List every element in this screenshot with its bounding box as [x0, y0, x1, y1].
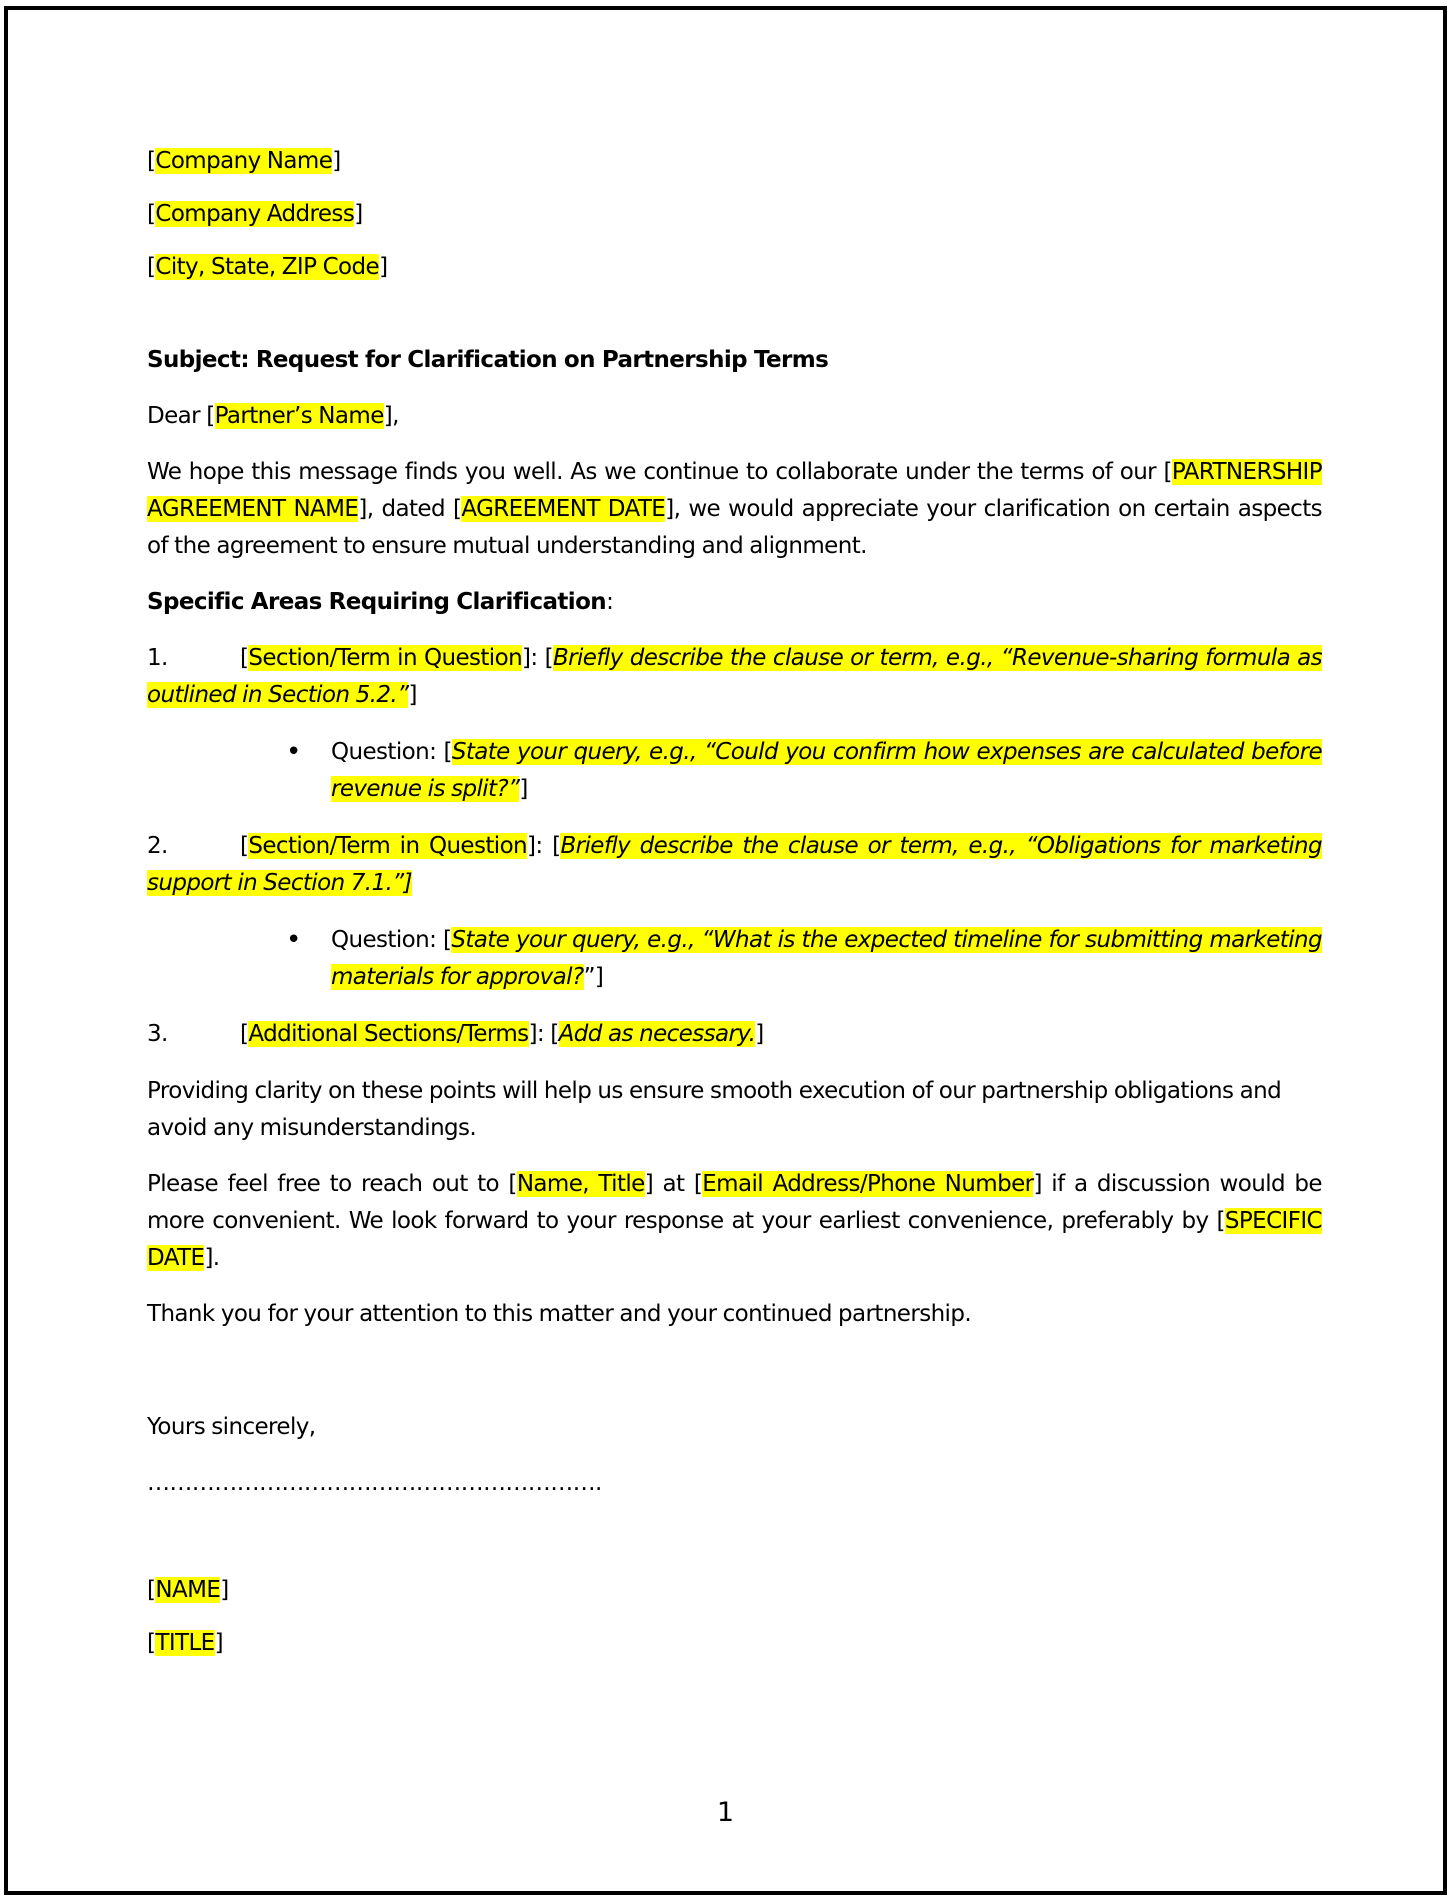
- question-placeholder: State your query, e.g., “What is the expected timeline for submitting marketing materials for approval?: [331, 927, 1322, 990]
- item-number: 3.: [147, 1021, 168, 1047]
- page-number: 1: [716, 1797, 735, 1828]
- signer-name-placeholder: NAME: [155, 1577, 221, 1603]
- closing-line: Yours sincerely,: [147, 1414, 316, 1440]
- city-state-zip-line: [City, State, ZIP Code]: [147, 254, 388, 280]
- company-name-line: [Company Name]: [147, 148, 341, 174]
- clarification-item-1: 1. [Section/Term in Question]: [Briefly describe the clause or term, e.g., “Revenue-sharing formula as outlined in Section 5.2.”]: [147, 640, 1322, 714]
- signature-line: …………………………………………………….: [147, 1470, 602, 1496]
- email-phone-placeholder: Email Address/Phone Number: [702, 1171, 1034, 1197]
- signer-title-placeholder: TITLE: [155, 1630, 215, 1656]
- company-address-line: [Company Address]: [147, 201, 363, 227]
- clarity-paragraph: Providing clarity on these points will help us ensure smooth execution of our partnership obligations and avoid any misunderstandings.: [147, 1078, 1282, 1141]
- clarification-item-3: 3. [Additional Sections/Terms]: [Add as necessary.]: [147, 1016, 1322, 1053]
- contact-paragraph: Please feel free to reach out to [Name, Title] at [Email Address/Phone Number] if a discussion would be more convenient. We look forward to your response at your earliest convenience, preferably by [SPECIFIC DATE].: [147, 1171, 1322, 1271]
- bullet-icon: •: [286, 925, 301, 955]
- company-address-placeholder: Company Address: [155, 201, 355, 227]
- signer-name-line: [NAME]: [147, 1577, 229, 1603]
- intro-paragraph: We hope this message finds you well. As we continue to collaborate under the terms of our [PARTNERSHIP AGREEMENT NAME], dated [AGREEMENT DATE], we would appreciate your clarification on certain aspects of the agreement to ensure mutual understanding and alignment.: [147, 459, 1323, 559]
- city-state-zip-placeholder: City, State, ZIP Code: [155, 254, 380, 280]
- agreement-date-placeholder: AGREEMENT DATE: [461, 496, 666, 522]
- description-placeholder: Briefly describe the clause or term, e.g., “Obligations for marketing support in Section 7.1.”]: [147, 833, 1323, 896]
- specific-date-placeholder: SPECIFIC DATE: [147, 1208, 1322, 1271]
- section-placeholder: Additional Sections/Terms: [248, 1021, 529, 1047]
- question-bullet-1: • Question: [State your query, e.g., “Could you confirm how expenses are calculated before revenue is split?”]: [286, 734, 1322, 808]
- clarification-item-2: 2. [Section/Term in Question]: [Briefly describe the clause or term, e.g., “Obligations for marketing support in Section 7.1.”]: [147, 828, 1322, 902]
- document-page: [4, 6, 1447, 1895]
- signer-title-line: [TITLE]: [147, 1630, 223, 1656]
- section-placeholder: Section/Term in Question: [248, 833, 528, 859]
- description-placeholder: Add as necessary.: [558, 1021, 756, 1047]
- areas-heading: Specific Areas Requiring Clarification:: [147, 589, 614, 615]
- question-placeholder: State your query, e.g., “Could you confirm how expenses are calculated before revenue is split?”: [331, 739, 1322, 802]
- partner-name-placeholder: Partner’s Name: [214, 403, 384, 429]
- agreement-name-placeholder: PARTNERSHIP AGREEMENT NAME: [147, 459, 1322, 522]
- company-name-placeholder: Company Name: [155, 148, 333, 174]
- description-placeholder: Briefly describe the clause or term, e.g., “Revenue-sharing formula as outlined in Section 5.2.”: [147, 645, 1322, 708]
- item-number: 1.: [147, 645, 168, 671]
- subject-line: Subject: Request for Clarification on Partnership Terms: [147, 347, 829, 373]
- thanks-paragraph: Thank you for your attention to this matter and your continued partnership.: [147, 1301, 972, 1327]
- section-placeholder: Section/Term in Question: [248, 645, 523, 671]
- bullet-icon: •: [286, 737, 301, 767]
- question-bullet-2: • Question: [State your query, e.g., “What is the expected timeline for submitting marketing materials for approval?”]: [286, 922, 1322, 996]
- salutation: Dear [Partner’s Name],: [147, 403, 399, 429]
- letter-body: [147, 143, 1322, 1678]
- item-number: 2.: [147, 833, 168, 859]
- name-title-placeholder: Name, Title: [516, 1171, 645, 1197]
